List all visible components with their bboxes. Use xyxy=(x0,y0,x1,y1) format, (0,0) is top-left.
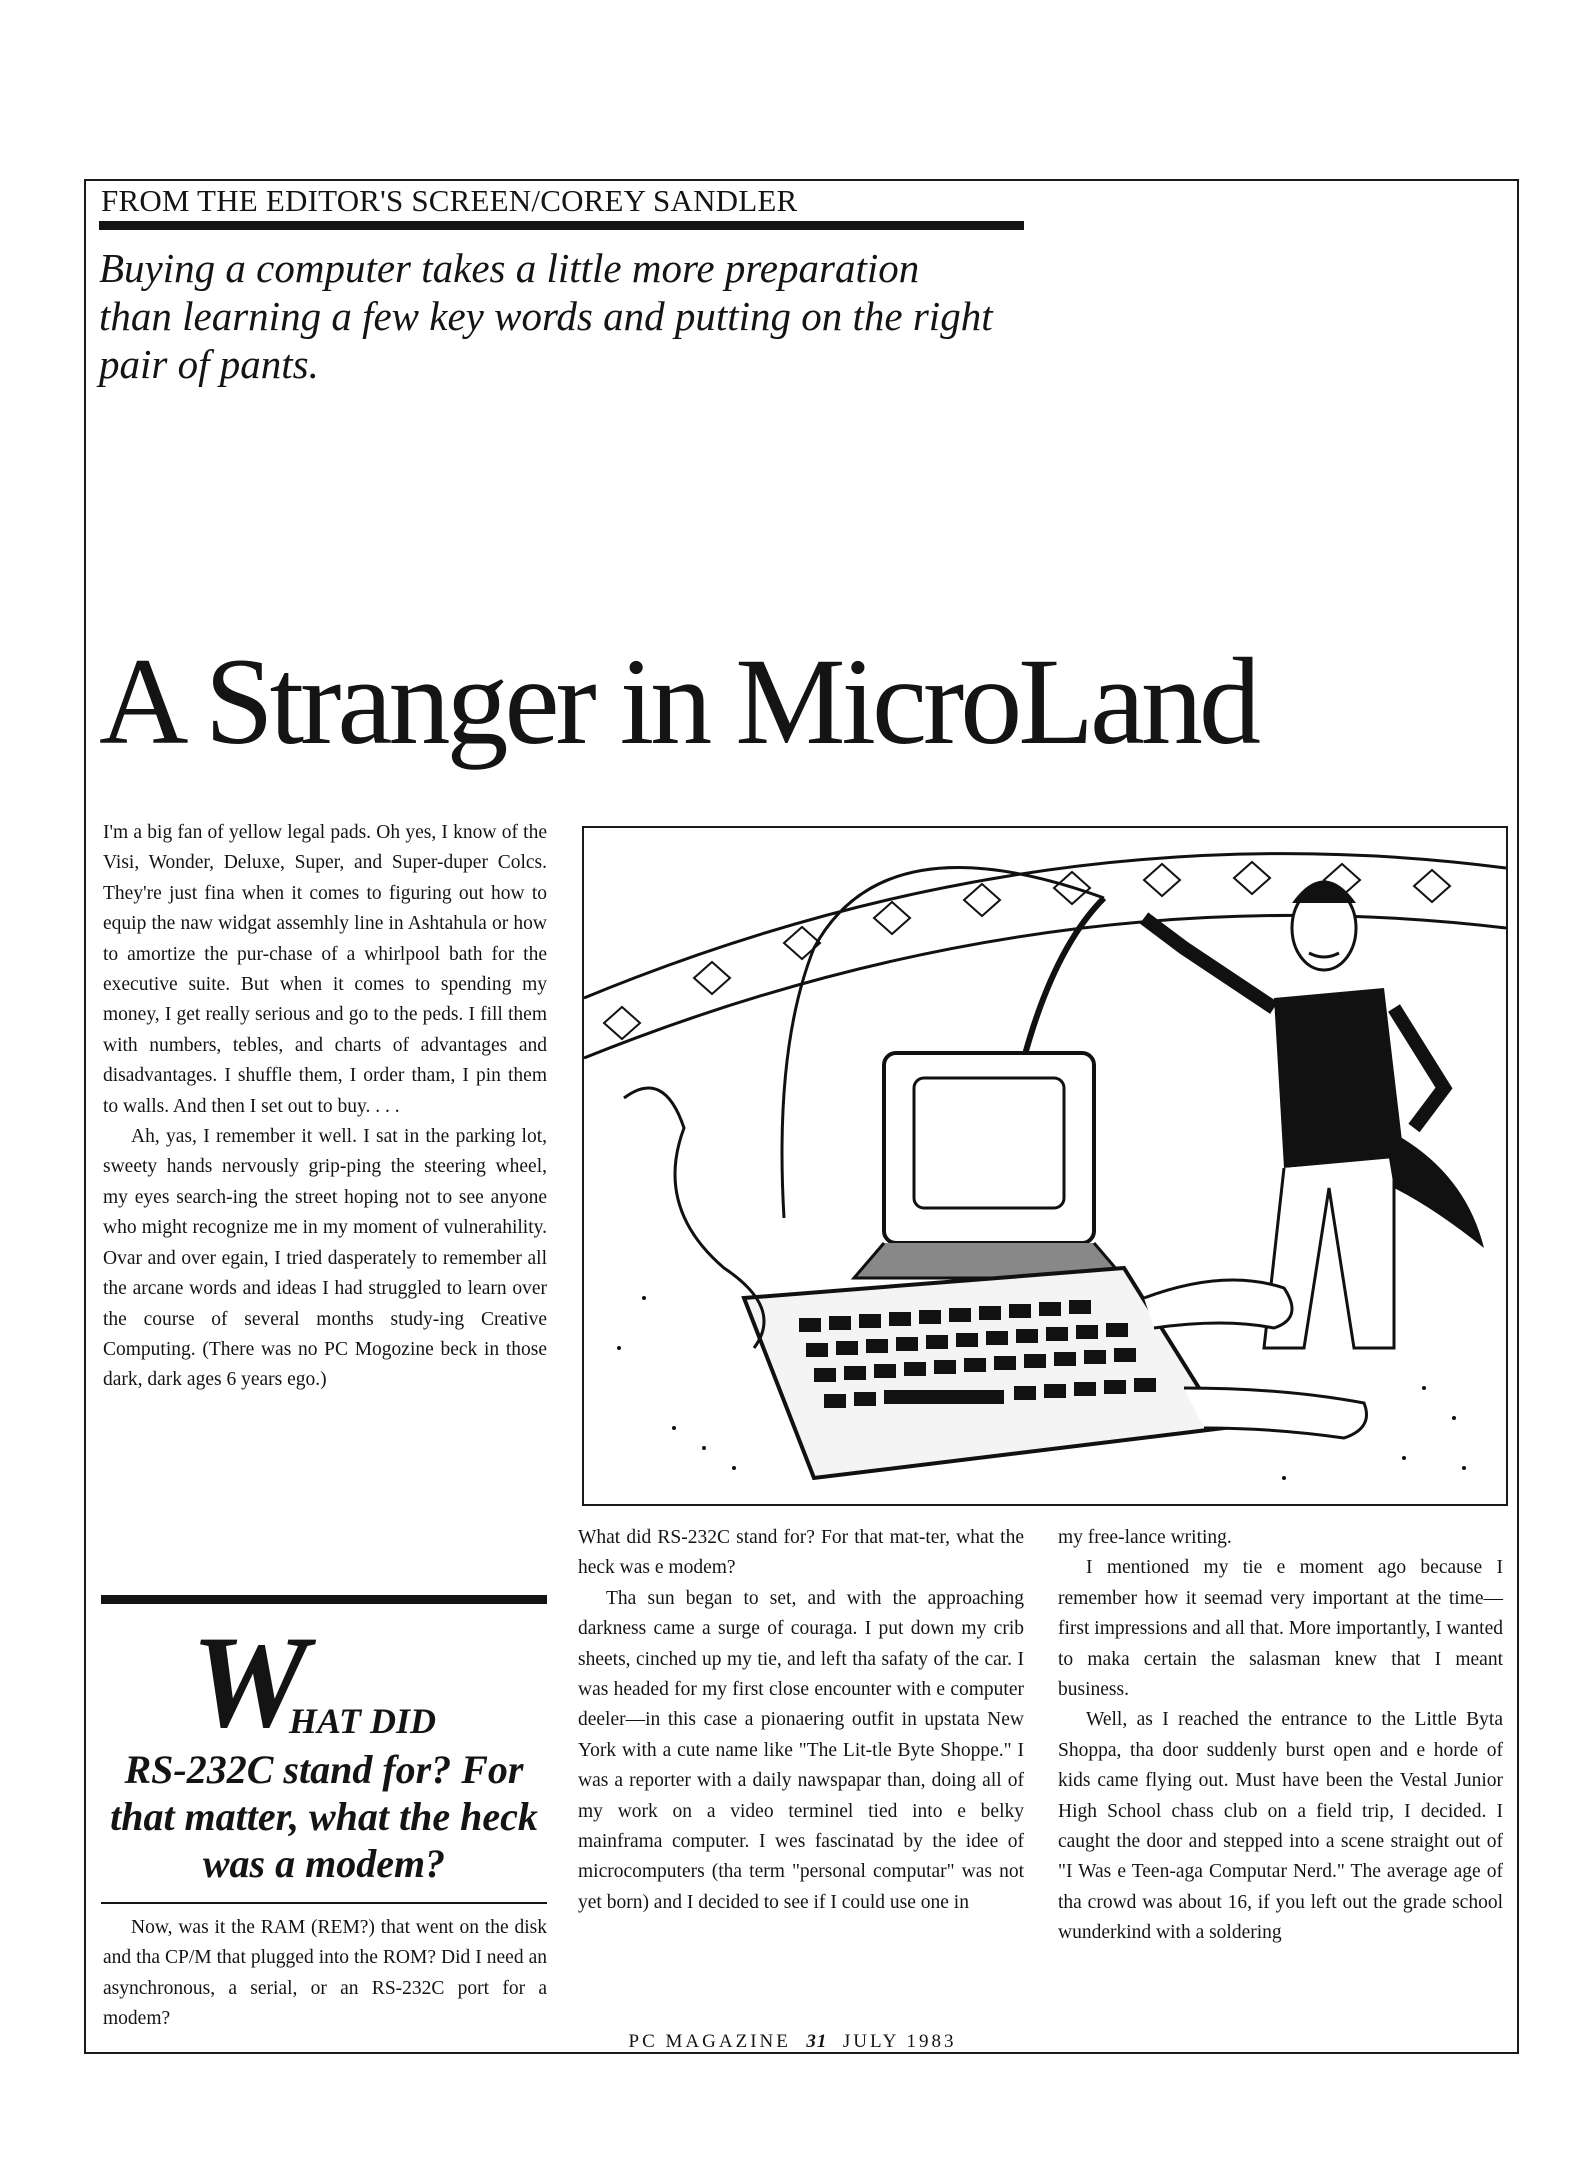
pullquote-lead: HAT DID xyxy=(289,1701,437,1741)
paragraph: I mentioned my tie e moment ago because I remember how it seemad very important at the time—first impressions and all that. More importantly, I wanted to maka certain the salasman knew that I meant business. xyxy=(1058,1557,1503,1701)
drop-cap: W xyxy=(191,1608,303,1755)
paragraph: Now, was it the RAM (REM?) that went on the disk and tha CP/M that plugged into the ROM? Did I need an asynchronous, a serial, or an RS-232C port for a modem? xyxy=(103,1917,547,2030)
paragraph: Ah, yas, I remember it well. I sat in the parking lot, sweety hands nervously grip-ping the steering wheel, my eyes search-ing the street hoping not to see anyone who might recognize me in my moment of vulnerahility. Ovar and over egain, I tried dasperately to remember all the arcane words and ideas I had struggled to learn over the course of several months study-ing Creative Computing. (There was no PC Mogozine beck in those dark, dark ages 6 years ego.) xyxy=(103,1126,547,1391)
paragraph: Well, as I reached the entrance to the Little Byta Shoppa, tha door suddenly burst open and e horde of kids came flying out. Must have been the Vestal Junior High School chass club on a field trip, I decided. I caught the door and stepped into a scene straight out of "I Was e Teen-aga Computar Nerd." The average age of tha crowd was about 16, if you left out the grade school wunderkind with a soldering xyxy=(1058,1709,1503,1944)
paragraph: my free-lance writing. xyxy=(1058,1527,1232,1548)
body-column-3 xyxy=(1058,1523,1503,1949)
page-footer xyxy=(0,2031,1585,2053)
circus-tamer-computer-illustration xyxy=(582,826,1508,1506)
body-column-1-continued xyxy=(103,1913,547,2035)
footer-date: JULY 1983 xyxy=(842,2031,957,2052)
pullquote-rule-bottom xyxy=(101,1902,547,1904)
footer-magazine: PC MAGAZINE xyxy=(628,2031,791,2052)
kicker-rule xyxy=(99,221,1024,230)
pullquote-text: RS-232C stand for? For that matter, what the heck was a modem? xyxy=(110,1747,538,1886)
pullquote-first-line xyxy=(101,1608,547,1755)
paragraph: I'm a big fan of yellow legal pads. Oh yes, I know of the Visi, Wonder, Deluxe, Super, and Super-duper Colcs. They're just fina when it comes to figuring out how to equip the naw widgat assemhly line in Ashtahula or how to amortize the pur-chase of a whirlpool bath for the executive suite. But when it comes to spending my money, I get really serious and go to the peds. I fill them with numbers, tebles, and charts of advantages and disadvantages. I shuffle them, I order tham, I pin them to walls. And then I set out to buy. . . . xyxy=(103,822,547,1117)
article-dek: Buying a computer takes a little more preparation than learning a few key words and putting on the right pair of pants. xyxy=(99,245,993,387)
body-column-2 xyxy=(578,1523,1024,1918)
illustration-drawing xyxy=(584,828,1506,1504)
body-column-1 xyxy=(103,818,547,1396)
footer-page-number: 31 xyxy=(806,2031,828,2052)
column-kicker: FROM THE EDITOR'S SCREEN/COREY SANDLER xyxy=(101,183,798,218)
pullquote-rule-top xyxy=(101,1595,547,1604)
paragraph: What did RS-232C stand for? For that mat-ter, what the heck was e modem? xyxy=(578,1527,1024,1579)
article-headline: A Stranger in MicroLand xyxy=(99,633,1258,770)
paragraph: Tha sun began to set, and with the approaching darkness came a surge of couraga. I put down my crib sheets, cinched up my tie, and left tha safaty of the car. I was headed for my first close encounter with e computer deeler—in this case a pionaering outfit in upstata New York with a cute name like "The Lit-tle Byte Shoppe." I was a reporter with a daily nawspapar than, doing all of my work on a video terminel tied into e belky mainframa computer. I wes fascinatad by the idee of microcomputers (tha term "personal computar" was not yet born) and I decided to see if I could use one in xyxy=(578,1587,1024,1913)
